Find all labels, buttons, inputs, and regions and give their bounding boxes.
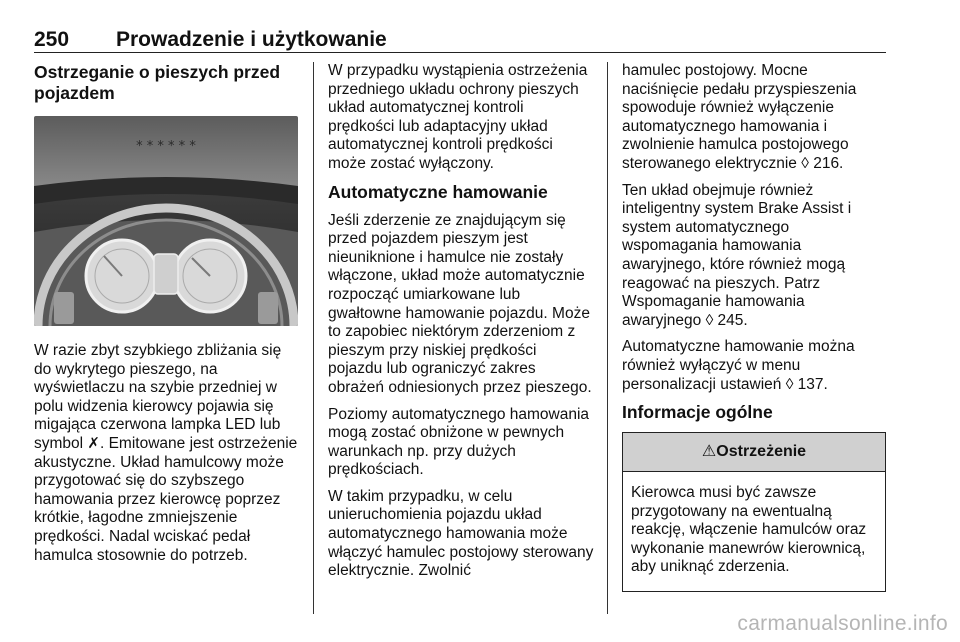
page-ref-arrow-icon: ◊ <box>705 311 714 329</box>
paragraph <box>622 62 886 174</box>
page-ref-link[interactable]: 216. <box>808 154 844 172</box>
column-divider <box>313 62 314 614</box>
warning-box <box>622 432 886 592</box>
paragraph <box>34 342 300 565</box>
page-ref-link[interactable]: 137. <box>793 375 828 393</box>
pedestrian-icon: ✗ <box>87 434 100 452</box>
subheading: Informacje ogólne <box>622 402 773 423</box>
page-number: 250 <box>34 28 70 51</box>
paragraph: Poziomy automatycznego hamowania mogą zostać obniżone w pewnych warunkach np. przy dużych prędkościach. <box>328 405 590 479</box>
watermark: carmanualsonline.info <box>737 612 948 635</box>
dashboard-illustration <box>34 116 298 326</box>
page-header <box>34 22 886 54</box>
paragraph <box>622 182 886 331</box>
page-ref-arrow-icon: ◊ <box>801 154 809 172</box>
header-divider <box>34 52 886 53</box>
paragraph: W takim przypadku, w celu unieruchomienia pojazdu układ automatycznego hamowania może włączyć hamulec postojowy sterowany elektrycznie. Zwolnić <box>328 487 594 580</box>
text-run: hamulec postojowy. Mocne naciśnięcie pedału przyspieszenia spowoduje również wyłączenie automatycznego hamowania i zwolnienie hamulca postojowego sterowanego elektrycznie <box>622 62 857 172</box>
text-run: Automatyczne hamowanie można również wyłączyć w menu personalizacji ustawień <box>622 338 855 393</box>
text-run: W razie zbyt szybkiego zbliżania się do wykrytego pieszego, na wyświetlaczu na szybie przedniej w polu widzenia kierowcy pojawia się migająca czerwona lampka LED lub symbol <box>34 342 282 452</box>
text-run: Ten układ obejmuje również inteligentny system Brake Assist i system automatycznego wspomagania hamowania awaryjnego, które również mogą reagować na pieszych. Patrz Wspomaganie hamowania awaryjnego <box>622 181 852 329</box>
page-ref-link[interactable]: 245. <box>713 311 748 329</box>
paragraph: W przypadku wystąpienia ostrzeżenia przedniego układu ochrony pieszych układ automatycznej kontroli prędkości lub adaptacyjny układ automatycznej kontroli prędkości może zostać wyłączony. <box>328 62 588 172</box>
subheading: Automatyczne hamowanie <box>328 181 548 202</box>
text-run: . Emitowane jest ostrzeżenie akustyczne. Układ hamulcowy może przygotować się do szybszego hamowania przez kierowcę poprzez krótkie, łagodne zmniejszenie prędkości. Nadal wciskać pedał hamulca stosownie do potrzeb. <box>34 434 298 564</box>
warning-header <box>623 433 885 472</box>
section-heading: Ostrzeganie o pieszych przed pojazdem <box>34 62 281 103</box>
warning-icon: ⚠ <box>701 443 717 461</box>
column-2 <box>328 62 594 589</box>
chapter-title: Prowadzenie i użytkowanie <box>116 28 387 51</box>
column-3 <box>622 62 886 592</box>
column-1 <box>34 62 300 573</box>
paragraph <box>622 338 886 394</box>
warning-text: Kierowca musi być zawsze przygotowany na ewentualną reakcję, włączenie hamulców oraz wykonanie manewrów kierownicą, aby uniknąć zderzenia. <box>631 484 867 576</box>
hud-led-indicator: * * * * * * <box>136 139 196 154</box>
page-ref-arrow-icon: ◊ <box>785 375 794 393</box>
column-divider <box>607 62 608 614</box>
warning-title: Ostrzeżenie <box>716 443 807 461</box>
paragraph: Jeśli zderzenie ze znajdującym się przed pojazdem pieszym jest nieuniknione i hamulce nie zostały włączone, układ może automatycznie rozpocząć umiarkowane lub gwałtowne hamowanie pojazdu. Może to zapobiec niektórym zderzeniom z pieszym przy niskiej prędkości pojazdu lub ograniczyć zakres obrażeń odniesionych przez pieszego. <box>328 211 592 396</box>
